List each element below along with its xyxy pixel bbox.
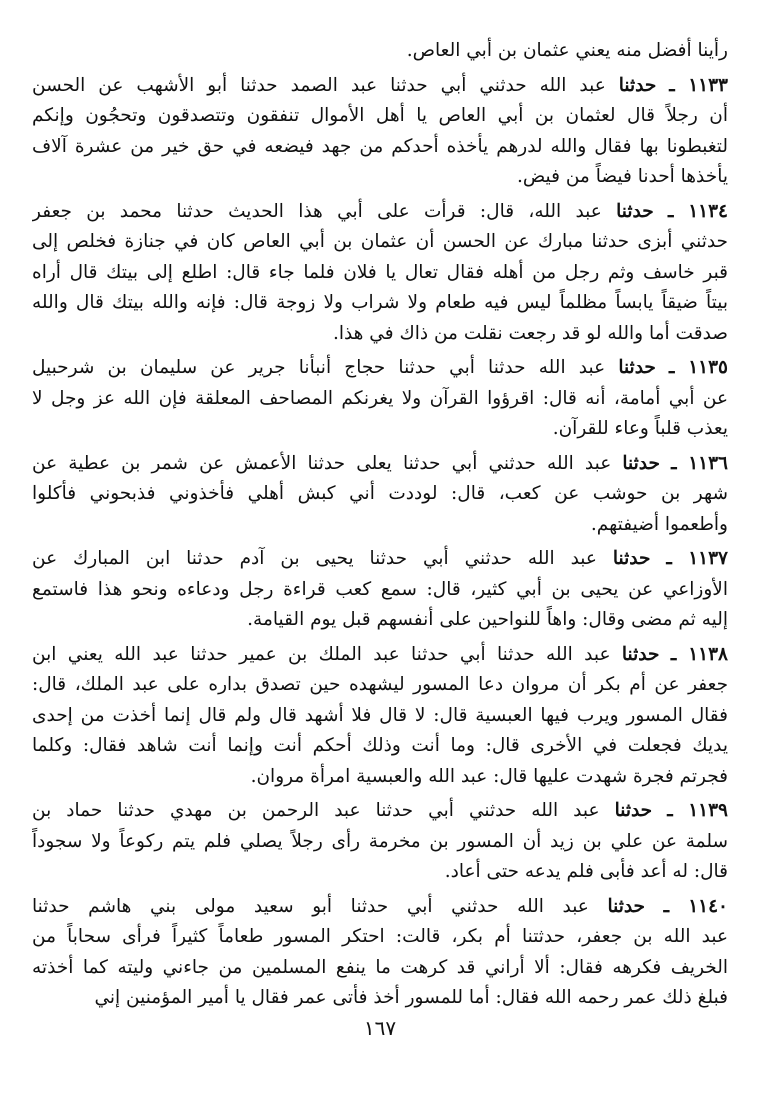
hadith-list [32, 71, 728, 1014]
hadith-number: ١١٣٧ ـ [666, 548, 728, 569]
hadith-paragraph [32, 640, 728, 793]
hadith-lead-word: حدثنا [621, 643, 660, 665]
text-line: وأطعموا أضيفتهم. [590, 513, 728, 535]
hadith-lead-word: حدثنا [622, 452, 660, 474]
text-line: جعفر عن أم بكر أن مروان دعا المسور ليشهده حين تصدق بداره على عبد الملك، قال: [32, 674, 728, 695]
text-line: عبد الله بن جعفر، حدثتنا أم بكر، قالت: احتكر المسور طعاماً كثيراً فرأى سحاباً من [32, 926, 728, 947]
hadith-number: ١١٣٦ ـ [671, 452, 728, 474]
page-number: ١٦٧ [363, 1016, 397, 1040]
hadith-lead-word: حدثنا [614, 800, 653, 821]
line-text: عبد الله حدثني أبي حدثنا عبد الرحمن بن مهدي حدثنا حماد بن [32, 800, 600, 821]
text-line: قال: له أعد فأبى فلم يدعه حتى أعاد. [444, 861, 728, 882]
hadith-lead-word: حدثنا [618, 74, 657, 96]
text-line [32, 197, 728, 228]
hadith-paragraph [32, 353, 728, 445]
text-line [32, 640, 728, 671]
hadith-paragraph [32, 544, 728, 636]
text-line: يأخذها أحدنا فيضاً من فيض. [517, 166, 728, 187]
line-text: عبد الله حدثني أبي حدثنا يحيى بن آدم حدثنا ابن المبارك عن [32, 548, 597, 569]
hadith-number: ١١٤٠ ـ [663, 895, 728, 917]
text-line: يعذب قلباً وعاء للقرآن. [552, 418, 728, 439]
text-line: شهر بن حوشب عن كعب، قال: لوددت أني كبش أهلي فأخذوني فذبحوني فأكلوا [32, 483, 728, 504]
text-line [32, 449, 728, 480]
hadith-lead-word: حدثنا [607, 895, 645, 917]
text-line: حدثني أبزى حدثنا مبارك عن الحسن أن عثمان بن أبي العاص كان في جنازة فخلص إلى [32, 231, 728, 252]
text-line [32, 892, 728, 923]
text-line: أن رجلاً قال لعثمان بن أبي العاص يا أهل الأموال تنفقون وتتصدقون وتحجُون وإنكم [32, 105, 728, 126]
line-text: عبد الله حدثنا أبي حدثنا حجاج أنبأنا جرير عن سليمان بن شرحبيل [32, 357, 606, 378]
hadith-number: ١١٣٩ ـ [667, 800, 728, 821]
text-line: الخريف فكرهه فقال: ألا أراني قد كرهت ما ينفع المسلمين من جاءني وليته كما أخذته [32, 956, 728, 978]
text-line: فبلغ ذلك عمر رحمه الله فقال: أما للمسور أخذ فأتى عمر فقال يا أمير المؤمنين إني [94, 987, 728, 1008]
hadith-number: ١١٣٥ ـ [669, 357, 728, 378]
line-text: عبد الله حدثنا أبي حدثنا عبد الملك بن عمير حدثنا عبد الله يعني ابن [32, 643, 611, 665]
text-line: عن أبي أمامة، أنه قال: اقرؤوا القرآن ولا يغرنكم المصاحف المعلقة فإن الله عز وجل لا [32, 387, 728, 409]
hadith-number: ١١٣٣ ـ [669, 74, 728, 96]
hadith-number: ١١٣٨ ـ [670, 643, 728, 665]
hadith-paragraph [32, 892, 728, 1014]
text-line: قبر خاسف وثم رجل من أهله فقال تعال يا فلان فلما جاء قال: اطلع إلى بيتك قال أراه [32, 261, 728, 283]
hadith-lead-word: حدثنا [612, 548, 651, 569]
hadith-paragraph [32, 71, 728, 193]
opening-paragraph [32, 36, 728, 67]
hadith-number: ١١٣٤ ـ [667, 200, 728, 222]
line-text: عبد الله حدثني أبي حدثنا عبد الصمد حدثنا أبو الأشهب عن الحسن [32, 74, 606, 96]
text-line [32, 71, 728, 102]
text-line: فجرتم فجرة شهدت عليها قال: عبد الله والعبسية امرأة مروان. [250, 765, 728, 787]
line-text: عبد الله حدثني أبي حدثنا يعلى حدثنا الأعمش عن شمر بن عطية عن [32, 452, 612, 474]
text-line: بيتاً ضيقاً يابساً مظلماً ليس فيه طعام ولا شراب ولا زوجة قال: فإنه والله بيتك قال والله [32, 292, 728, 313]
text-line: لتغبطونا بها فقال والله لدرهم يأخذه أحدكم من جهد فيضعه في حق خير من عشرة آلاف [32, 135, 728, 157]
hadith-paragraph [32, 796, 728, 888]
hadith-lead-word: حدثنا [618, 357, 656, 378]
line-text: عبد الله، قال: قرأت على أبي هذا الحديث حدثنا محمد بن جعفر [32, 200, 602, 222]
text-line: رأينا أفضل منه يعني عثمان بن أبي العاص. [406, 40, 728, 61]
text-line [32, 353, 728, 384]
text-line: الأوزاعي عن يحيى بن أبي كثير، قال: سمع كعب قراءة رجل ودعاءه ونحو هذا فاستمع [32, 578, 728, 600]
text-line [32, 796, 728, 827]
line-text: عبد الله حدثني أبي حدثنا أبو سعيد مولى بني هاشم حدثنا [32, 895, 589, 917]
text-line [32, 544, 728, 575]
hadith-lead-word: حدثنا [616, 200, 654, 222]
hadith-paragraph [32, 197, 728, 350]
page-body [32, 36, 728, 1018]
text-line: فقال المسور ويرب فيها العبسية قال: لا قال فلا أشهد قال ولم قال إنما أخذت من إحدى [32, 704, 728, 726]
text-line: سلمة عن علي بن زيد أن المسور بن مخرمة رأى رجلاً يصلي فلم يتم ركوعاً ولا سجوداً [32, 830, 728, 852]
text-line: إليه ثم مضى وقال: واهاً للنواحين على أنفسهم قبل يوم القيامة. [247, 609, 728, 630]
hadith-paragraph [32, 449, 728, 541]
text-line: يديك فجعلت في الأخرى قال: وما أنت وذلك أحكم أنت وإنما أنت شاهد فقال: وكلما [32, 735, 728, 756]
text-line: صدقت أما والله لو قد رجعت نقلت من ذاك في هذا. [332, 322, 728, 344]
